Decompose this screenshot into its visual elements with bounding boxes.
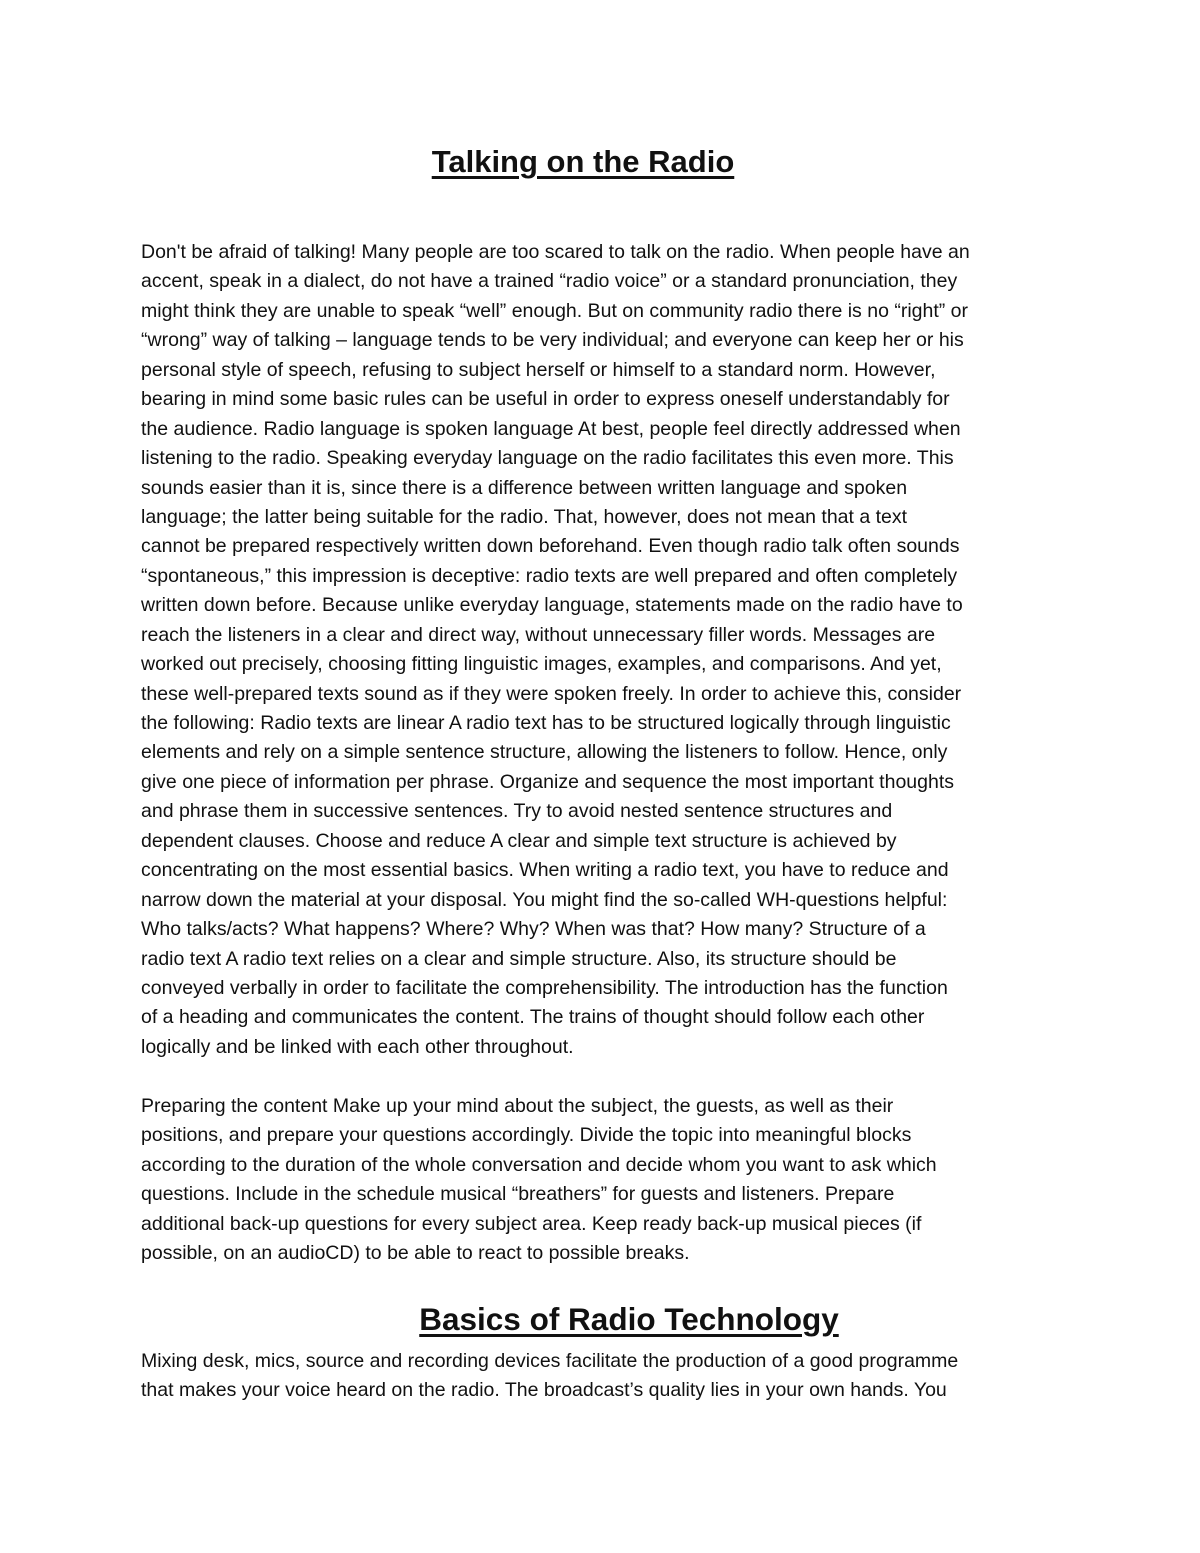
text-line: sounds easier than it is, since there is a difference between written language and spoken: [141, 476, 908, 499]
text-line: language; the latter being suitable for the radio. That, however, does not mean that a text: [141, 505, 908, 528]
text-line: dependent clauses. Choose and reduce A clear and simple text structure is achieved by: [141, 829, 897, 852]
text-line: of a heading and communicates the content. The trains of thought should follow each other: [141, 1006, 925, 1029]
text-line: Don't be afraid of talking! Many people are too scared to talk on the radio. When people have an: [141, 241, 970, 263]
text-line: that makes your voice heard on the radio. The broadcast’s quality lies in your own hands. You: [141, 1379, 947, 1402]
paragraph-talking-intro: [141, 238, 1066, 1062]
text-line: “wrong” way of talking – language tends to be very individual; and everyone can keep her or his: [141, 329, 964, 352]
text-line: questions. Include in the schedule musical “breathers” for guests and listeners. Prepare: [141, 1183, 895, 1206]
text-line: and phrase them in successive sentences. Try to avoid nested sentence structures and: [141, 800, 893, 823]
text-line: radio text A radio text relies on a clear and simple structure. Also, its structure should be: [141, 947, 897, 970]
text-line: these well-prepared texts sound as if they were spoken freely. In order to achieve this, consider: [141, 682, 962, 705]
text-line: elements and rely on a simple sentence structure, allowing the listeners to follow. Hence, only: [141, 741, 948, 764]
text-line: the following: Radio texts are linear A radio text has to be structured logically through linguistic: [141, 712, 951, 734]
text-line: personal style of speech, refusing to subject herself or himself to a standard norm. However,: [141, 358, 936, 381]
text-line: conveyed verbally in order to facilitate the comprehensibility. The introduction has the function: [141, 976, 948, 999]
text-line: cannot be prepared respectively written down beforehand. Even though radio talk often sounds: [141, 535, 960, 558]
text-line: listening to the radio. Speaking everyday language on the radio facilitates this even more. This: [141, 447, 954, 470]
text-line: positions, and prepare your questions accordingly. Divide the topic into meaningful blocks: [141, 1124, 912, 1147]
paragraph-preparing-content: [141, 1092, 1066, 1269]
text-line: written down before. Because unlike everyday language, statements made on the radio have to: [141, 594, 963, 617]
text-line: according to the duration of the whole conversation and decide whom you want to ask which: [141, 1153, 937, 1176]
text-line: worked out precisely, choosing fitting linguistic images, examples, and comparisons. And yet,: [141, 653, 942, 676]
text-line: additional back-up questions for every subject area. Keep ready back-up musical pieces (if: [141, 1212, 922, 1235]
text-line: narrow down the material at your disposal. You might find the so-called WH-questions helpful:: [141, 888, 948, 911]
text-line: Mixing desk, mics, source and recording devices facilitate the production of a good programme: [141, 1350, 959, 1372]
text-line: concentrating on the most essential basics. When writing a radio text, you have to reduce and: [141, 859, 949, 882]
text-line: reach the listeners in a clear and direct way, without unnecessary filler words. Messages are: [141, 623, 936, 646]
text-line: Who talks/acts? What happens? Where? Why? When was that? How many? Structure of a: [141, 918, 926, 941]
text-line: accent, speak in a dialect, do not have a trained “radio voice” or a standard pronunciation, they: [141, 270, 958, 293]
text-line: “spontaneous,” this impression is deceptive: radio texts are well prepared and often completely: [141, 564, 958, 587]
text-line: possible, on an audioCD) to be able to react to possible breaks.: [141, 1242, 690, 1265]
text-line: Preparing the content Make up your mind about the subject, the guests, as well as their: [141, 1095, 894, 1117]
text-line: bearing in mind some basic rules can be useful in order to express oneself understandably for: [141, 388, 950, 411]
text-line: the audience. Radio language is spoken language At best, people feel directly addressed when: [141, 417, 961, 440]
text-line: might think they are unable to speak “well” enough. But on community radio there is no “right” or: [141, 299, 969, 322]
text-line: give one piece of information per phrase. Organize and sequence the most important thoughts: [141, 770, 954, 793]
document-title: Talking on the Radio: [431, 144, 735, 179]
paragraph-radio-technology: [141, 1347, 1066, 1406]
section-title-radio-technology: Basics of Radio Technology: [419, 1301, 839, 1337]
text-line: logically and be linked with each other throughout.: [141, 1035, 574, 1058]
